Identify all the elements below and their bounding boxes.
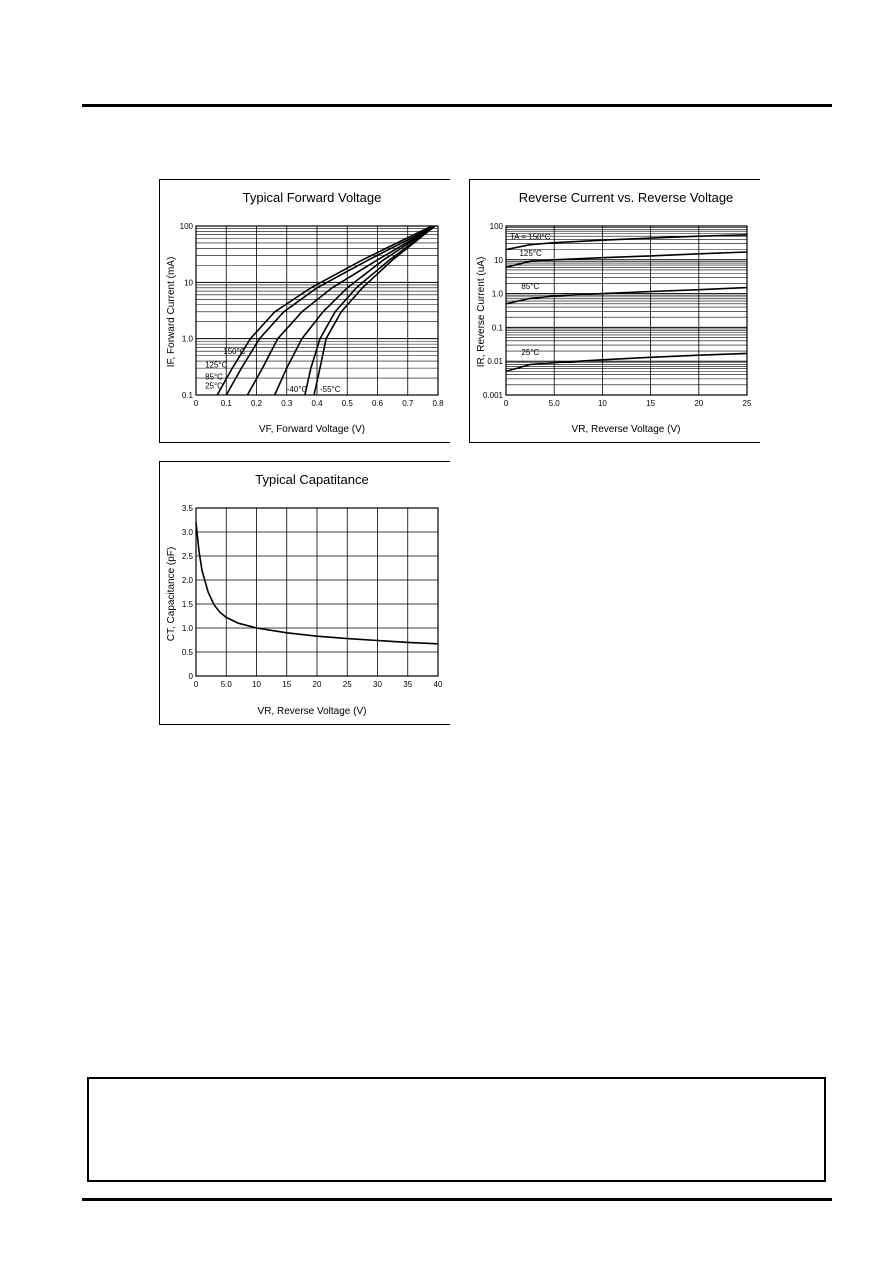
y-tick-label: 10 bbox=[494, 255, 503, 265]
y-axis-label: IR, Reverse Current (uA) bbox=[476, 256, 487, 368]
series-annotation: -40°C bbox=[286, 385, 308, 395]
x-tick-label: 0.4 bbox=[311, 399, 323, 408]
y-tick-label: 100 bbox=[489, 222, 503, 231]
series-line bbox=[314, 226, 435, 395]
y-tick-label: 1.0 bbox=[491, 289, 503, 299]
series-annotation: 25°C bbox=[205, 381, 223, 391]
x-axis-label: VR, Reverse Voltage (V) bbox=[571, 424, 681, 435]
y-tick-label: 10 bbox=[184, 278, 193, 288]
x-tick-label: 0.3 bbox=[281, 399, 293, 408]
capacitance-chart bbox=[159, 461, 450, 725]
x-tick-label: 20 bbox=[694, 399, 704, 408]
x-tick-label: 20 bbox=[312, 680, 322, 689]
y-tick-label: 1.0 bbox=[181, 624, 193, 633]
x-axis-label: VR, Reverse Voltage (V) bbox=[257, 706, 367, 717]
x-tick-label: 0.2 bbox=[250, 399, 263, 408]
chart-title: Typical Capatitance bbox=[255, 472, 369, 487]
series-annotation: 85°C bbox=[521, 282, 540, 292]
x-tick-label: 30 bbox=[373, 680, 382, 689]
y-tick-label: 0.1 bbox=[181, 391, 193, 400]
y-tick-label: 2.5 bbox=[181, 552, 193, 561]
series-line bbox=[275, 226, 435, 395]
x-tick-label: 40 bbox=[433, 680, 443, 689]
y-axis-label: IF, Forward Current (mA) bbox=[166, 256, 177, 368]
y-tick-label: 0.01 bbox=[487, 357, 503, 367]
reverse-current-chart-svg bbox=[470, 180, 761, 444]
y-tick-label: 1.0 bbox=[181, 334, 193, 344]
series-annotation: TA = 150°C bbox=[509, 232, 551, 242]
x-axis-label: VF, Forward Voltage (V) bbox=[258, 424, 366, 435]
x-tick-label: 10 bbox=[597, 399, 607, 408]
x-tick-label: 15 bbox=[646, 399, 656, 408]
series-annotation: 125°C bbox=[205, 360, 228, 370]
x-tick-label: 0 bbox=[193, 680, 199, 689]
x-tick-label: 0.7 bbox=[402, 399, 414, 408]
note-box bbox=[87, 1077, 826, 1182]
series-annotation: -55°C bbox=[320, 385, 341, 395]
x-tick-label: 25 bbox=[342, 680, 352, 689]
x-tick-label: 25 bbox=[742, 399, 752, 408]
x-tick-label: 5.0 bbox=[548, 399, 560, 408]
y-tick-label: 100 bbox=[179, 222, 193, 231]
plot-border bbox=[506, 226, 747, 395]
x-tick-label: 0 bbox=[503, 399, 509, 408]
x-tick-label: 5.0 bbox=[220, 680, 232, 689]
series-annotation: 85°C bbox=[205, 372, 223, 382]
series-annotation: 125°C bbox=[519, 248, 542, 258]
y-tick-label: 3.0 bbox=[181, 528, 193, 537]
series-annotation: 25°C bbox=[521, 348, 540, 358]
series-annotation: 150°C bbox=[223, 347, 246, 357]
y-axis-label: CT, Capacitance (pF) bbox=[166, 546, 177, 642]
chart-title: Typical Forward Voltage bbox=[242, 190, 382, 205]
y-tick-label: 0.5 bbox=[181, 648, 193, 657]
x-tick-label: 0 bbox=[193, 399, 199, 408]
y-tick-label: 0.1 bbox=[491, 323, 503, 333]
x-tick-label: 10 bbox=[252, 680, 261, 689]
y-tick-label: 1.5 bbox=[181, 600, 193, 609]
x-tick-label: 0.6 bbox=[371, 399, 384, 408]
top-rule bbox=[82, 104, 832, 107]
chart-title: Reverse Current vs. Reverse Voltage bbox=[518, 190, 734, 205]
y-tick-label: 0.001 bbox=[482, 391, 503, 400]
y-tick-label: 0 bbox=[188, 672, 193, 681]
bottom-rule bbox=[82, 1198, 832, 1201]
y-tick-label: 3.5 bbox=[181, 504, 193, 513]
capacitance-chart-svg bbox=[160, 462, 451, 726]
x-tick-label: 35 bbox=[403, 680, 413, 689]
forward-voltage-chart bbox=[159, 179, 450, 443]
reverse-current-chart bbox=[469, 179, 760, 443]
x-tick-label: 0.1 bbox=[220, 399, 232, 408]
y-tick-label: 2.0 bbox=[181, 576, 193, 585]
x-tick-label: 0.5 bbox=[341, 399, 353, 408]
x-tick-label: 15 bbox=[282, 680, 292, 689]
x-tick-label: 0.8 bbox=[432, 399, 444, 408]
forward-voltage-chart-svg bbox=[160, 180, 451, 444]
